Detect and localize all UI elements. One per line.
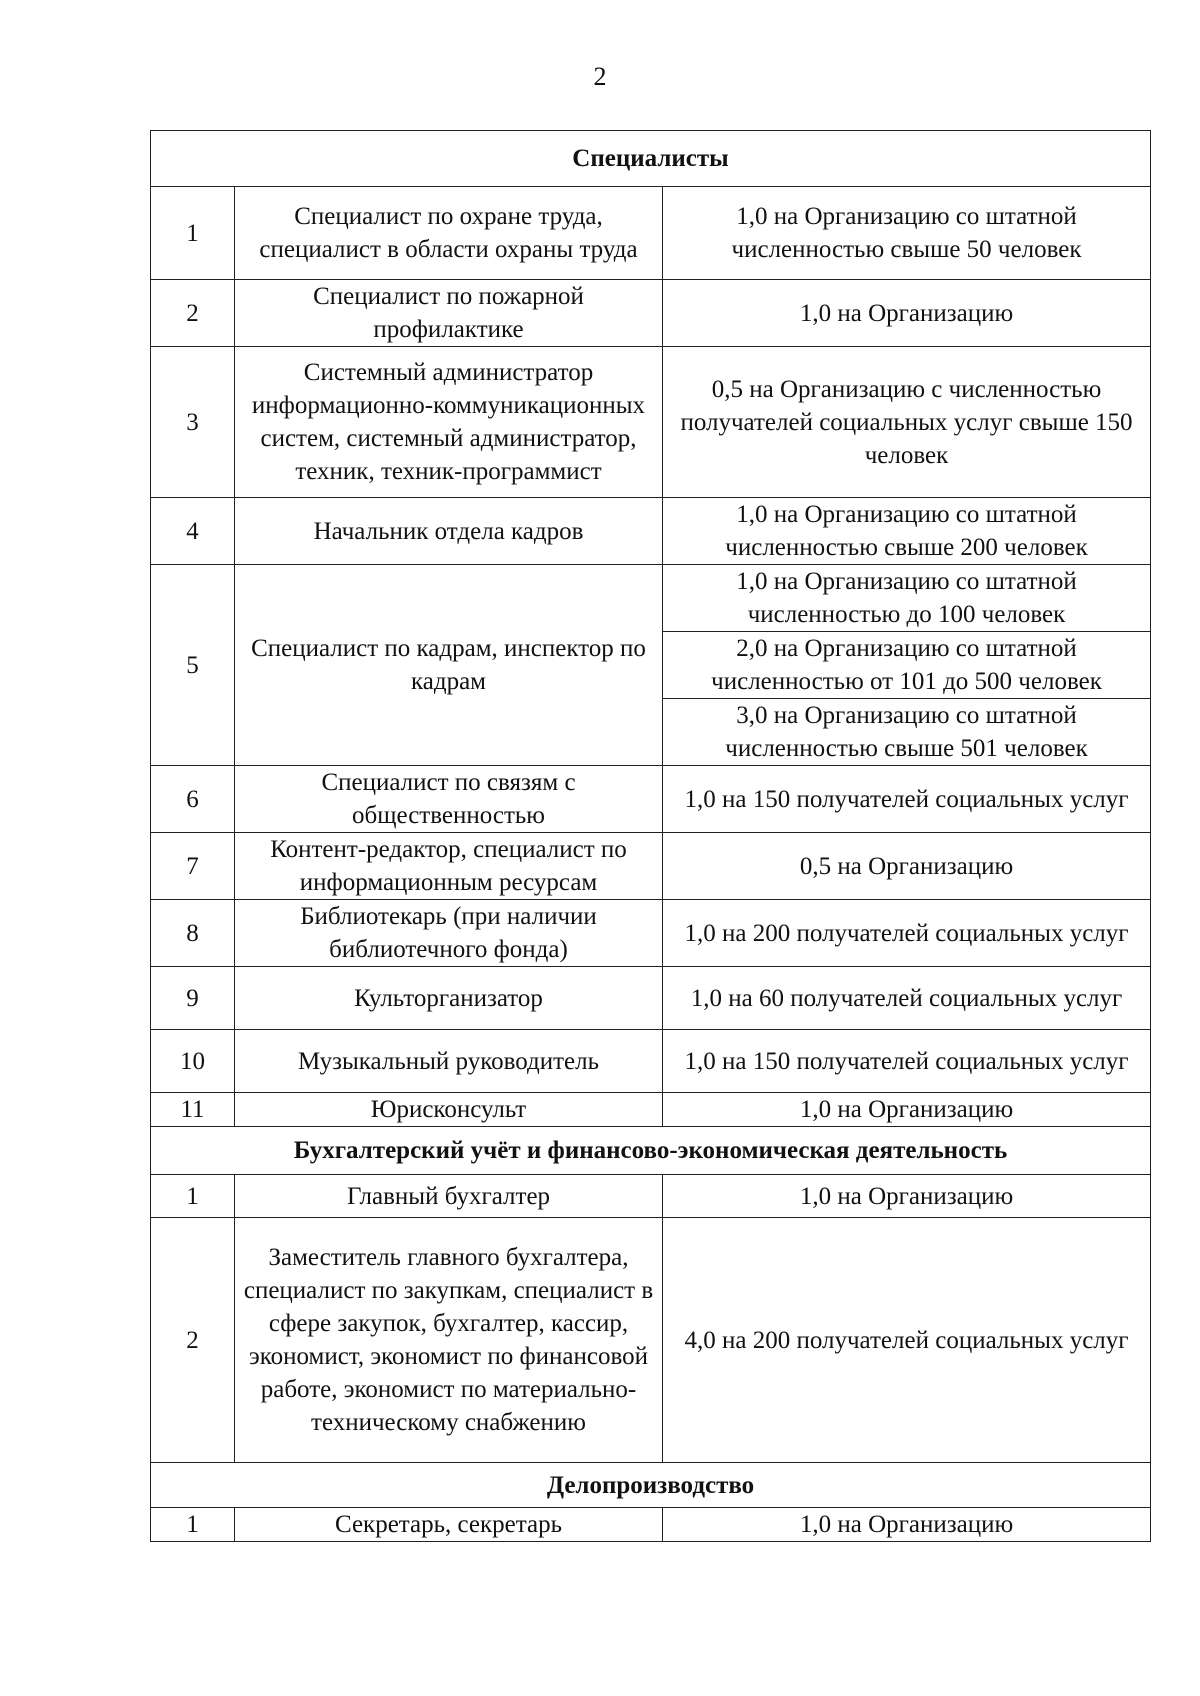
row-number: 1 bbox=[151, 1175, 235, 1218]
section-header-row bbox=[151, 1463, 1151, 1508]
staffing-norm: 1,0 на Организацию со штатной численностью свыше 50 человек bbox=[663, 187, 1151, 280]
section-title: Специалисты bbox=[151, 131, 1151, 187]
position-name: Заместитель главного бухгалтера, специалист по закупкам, специалист в сфере закупок, бухгалтер, кассир, экономист, экономист по финансовой работе, экономист по материально-техническому снабжению bbox=[235, 1218, 663, 1463]
staffing-norm: 1,0 на Организацию bbox=[663, 1175, 1151, 1218]
table-row bbox=[151, 766, 1151, 833]
row-number: 2 bbox=[151, 1218, 235, 1463]
table-row bbox=[151, 347, 1151, 498]
row-number: 1 bbox=[151, 187, 235, 280]
table-row bbox=[151, 1093, 1151, 1127]
staffing-norm: 3,0 на Организацию со штатной численностью свыше 501 человек bbox=[663, 699, 1151, 766]
position-name: Музыкальный руководитель bbox=[235, 1030, 663, 1093]
position-name: Культорганизатор bbox=[235, 967, 663, 1030]
table-row bbox=[151, 187, 1151, 280]
row-number: 7 bbox=[151, 833, 235, 900]
row-number: 8 bbox=[151, 900, 235, 967]
row-number: 10 bbox=[151, 1030, 235, 1093]
table-row bbox=[151, 1508, 1151, 1542]
position-name: Специалист по охране труда, специалист в области охраны труда bbox=[235, 187, 663, 280]
staffing-norm: 0,5 на Организацию bbox=[663, 833, 1151, 900]
row-number: 9 bbox=[151, 967, 235, 1030]
row-number: 1 bbox=[151, 1508, 235, 1542]
staffing-norm: 1,0 на 60 получателей социальных услуг bbox=[663, 967, 1151, 1030]
row-number: 5 bbox=[151, 565, 235, 766]
staffing-norm: 1,0 на Организацию со штатной численностью до 100 человек bbox=[663, 565, 1151, 632]
position-name: Специалист по кадрам, инспектор по кадрам bbox=[235, 565, 663, 766]
position-name: Специалист по связям с общественностью bbox=[235, 766, 663, 833]
row-number: 3 bbox=[151, 347, 235, 498]
table-row bbox=[151, 900, 1151, 967]
staffing-norm: 4,0 на 200 получателей социальных услуг bbox=[663, 1218, 1151, 1463]
row-number: 4 bbox=[151, 498, 235, 565]
row-number: 2 bbox=[151, 280, 235, 347]
position-name: Специалист по пожарной профилактике bbox=[235, 280, 663, 347]
table-row bbox=[151, 967, 1151, 1030]
section-title: Делопроизводство bbox=[151, 1463, 1151, 1508]
staffing-norm: 1,0 на 150 получателей социальных услуг bbox=[663, 1030, 1151, 1093]
staffing-norms-table bbox=[150, 130, 1151, 1542]
staffing-norm: 1,0 на 200 получателей социальных услуг bbox=[663, 900, 1151, 967]
page-number: 2 bbox=[593, 62, 607, 91]
table-row bbox=[151, 280, 1151, 347]
section-header-row bbox=[151, 131, 1151, 187]
row-number: 11 bbox=[151, 1093, 235, 1127]
table-row bbox=[151, 833, 1151, 900]
row-number: 6 bbox=[151, 766, 235, 833]
position-name: Контент-редактор, специалист по информационным ресурсам bbox=[235, 833, 663, 900]
position-name: Библиотекарь (при наличии библиотечного фонда) bbox=[235, 900, 663, 967]
position-name: Системный администратор информационно-коммуникационных систем, системный администратор, техник, техник-программист bbox=[235, 347, 663, 498]
staffing-norm: 2,0 на Организацию со штатной численностью от 101 до 500 человек bbox=[663, 632, 1151, 699]
staffing-norm: 1,0 на 150 получателей социальных услуг bbox=[663, 766, 1151, 833]
staffing-norm: 1,0 на Организацию bbox=[663, 280, 1151, 347]
table-row bbox=[151, 1218, 1151, 1463]
staffing-norm: 0,5 на Организацию с численностью получателей социальных услуг свыше 150 человек bbox=[663, 347, 1151, 498]
table-row bbox=[151, 565, 1151, 632]
position-name: Юрисконсульт bbox=[235, 1093, 663, 1127]
staffing-norm: 1,0 на Организацию bbox=[663, 1093, 1151, 1127]
position-name: Секретарь, секретарь bbox=[235, 1508, 663, 1542]
position-name: Начальник отдела кадров bbox=[235, 498, 663, 565]
staffing-norm: 1,0 на Организацию bbox=[663, 1508, 1151, 1542]
section-title: Бухгалтерский учёт и финансово-экономическая деятельность bbox=[151, 1127, 1151, 1175]
table-row bbox=[151, 1175, 1151, 1218]
table-row bbox=[151, 1030, 1151, 1093]
staffing-norm: 1,0 на Организацию со штатной численностью свыше 200 человек bbox=[663, 498, 1151, 565]
position-name: Главный бухгалтер bbox=[235, 1175, 663, 1218]
section-header-row bbox=[151, 1127, 1151, 1175]
table-row bbox=[151, 498, 1151, 565]
